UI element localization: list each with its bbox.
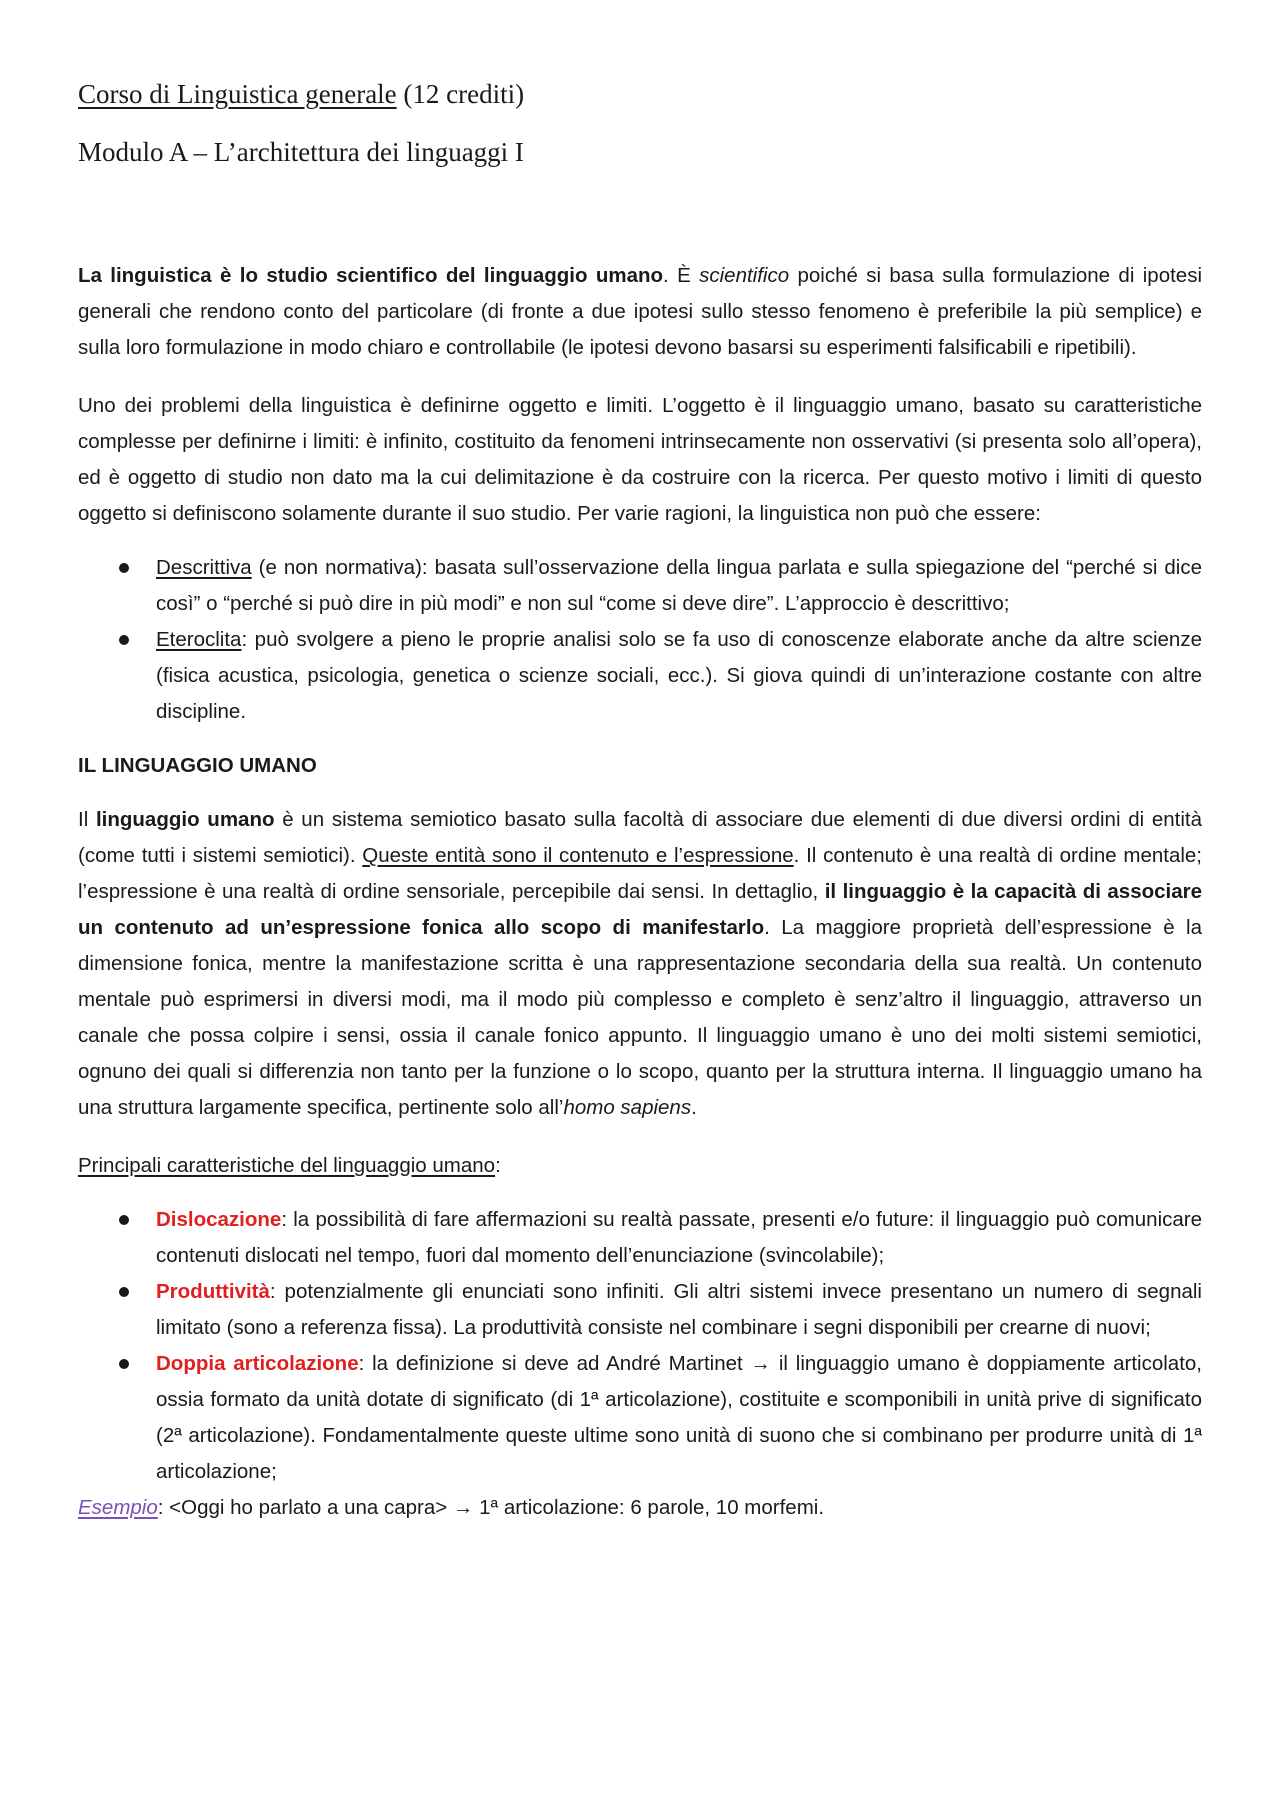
bullet-icon	[119, 1287, 129, 1297]
feature-text: : la possibilità di fare affermazioni su realtà passate, presenti e/o future: il linguaggio può comunicare contenuti dislocati nel tempo, fuori dal momento dell’enunciazione (svincolabile);	[156, 1208, 1202, 1267]
list-item	[78, 1202, 1202, 1274]
example-text-1: : <Oggi ho parlato a una capra>	[157, 1496, 453, 1519]
language-paragraph	[78, 802, 1202, 1126]
lang-text-4: . La maggiore proprietà dell’espressione è la dimensione fonica, mentre la manifestazione scritta è una rappresentazione secondaria della sua realtà. Un contenuto mentale può esprimersi in diversi modi, ma il modo più complesso e completo è senz’altro il linguaggio, attraverso un canale che possa colpire i sensi, ossia il canale fonico appunto. Il linguaggio umano è uno dei molti sistemi semiotici, ognuno dei quali si differenzia non tanto per la funzione o lo scopo, quanto per la struttura interna. Il linguaggio umano ha una struttura largamente specifica, pertinente solo all’	[78, 916, 1203, 1119]
lang-italic: homo sapiens	[563, 1096, 692, 1119]
intro-bold: La linguistica è lo studio scientifico del linguaggio umano	[78, 264, 664, 287]
feature-term: Produttività	[156, 1280, 270, 1303]
features-label-text: Principali caratteristiche del linguaggio umano	[78, 1154, 496, 1177]
bullet-icon	[119, 635, 129, 645]
bullet-icon	[119, 1215, 129, 1225]
lang-text-2: è un sistema semiotico basato sulla facoltà di associare due elementi di due diversi ordini di entità (come tutti i sistemi semiotici).	[78, 808, 1203, 867]
example-text-2: 1ª articolazione: 6 parole, 10 morfemi.	[473, 1496, 825, 1519]
feature-text: : la definizione si deve ad André Martinet	[358, 1352, 751, 1375]
list-item	[78, 1346, 1202, 1490]
feature-text: il linguaggio umano è doppiamente articolato, ossia formato da unità dotate di significato (di 1ª articolazione), costituite e scomponibili in unità prive di significato (2ª articolazione). Fondamentalmente queste ultime sono unità di suono che si combinano per produrre unità di 1ª articolazione;	[156, 1352, 1203, 1483]
features-list	[78, 1202, 1202, 1490]
intro-text-1: . È	[663, 264, 700, 287]
list-term: Descrittiva	[156, 556, 252, 579]
module-title: Modulo A – L’architettura dei linguaggi I	[78, 137, 524, 167]
feature-term: Doppia articolazione	[156, 1352, 359, 1375]
features-label	[78, 1148, 1202, 1184]
list-text: (e non normativa): basata sull’osservazione della lingua parlata e sulla spiegazione del “perché si dice così” o “perché si può dire in più modi” e non sul “come si deve dire”. L’approccio è descrittivo;	[156, 556, 1202, 615]
course-name: Corso di Linguistica generale	[78, 79, 397, 109]
section-heading: IL LINGUAGGIO UMANO	[78, 754, 317, 777]
feature-text: : potenzialmente gli enunciati sono infiniti. Gli altri sistemi invece presentano un numero di segnali limitato (sono a referenza fissa). La produttività consiste nel combinare i segni disponibili per crearne di nuovi;	[156, 1280, 1202, 1339]
course-title	[78, 76, 1202, 112]
lang-bold-1: linguaggio umano	[95, 808, 275, 831]
features-colon: :	[495, 1154, 501, 1177]
lang-text-3: . Il contenuto è una realtà di ordine mentale; l’espressione è una realtà di ordine sensoriale, percepibile dai sensi. In dettaglio,	[78, 844, 1202, 903]
lang-text-5: .	[691, 1096, 697, 1119]
list-term: Eteroclita	[156, 628, 242, 651]
lang-text-1: Il	[78, 808, 96, 831]
document-body	[78, 258, 1202, 1526]
intro-italic: scientifico	[699, 264, 790, 287]
arrow-right-icon: →	[452, 1496, 474, 1519]
problems-paragraph: Uno dei problemi della linguistica è definirne oggetto e limiti. L’oggetto è il linguaggio umano, basato su caratteristiche complesse per definirne i limiti: è infinito, costituito da fenomeni intrinsecamente non osservativi (si presenta solo all’opera), ed è oggetto di studio non dato ma la cui delimitazione è da costruire con la ricerca. Per questo motivo i limiti di questo oggetto si definiscono solamente durante il suo studio. Per varie ragioni, la linguistica non può che essere:	[78, 394, 1202, 525]
arrow-right-icon: →	[750, 1352, 772, 1375]
lang-underline: Queste entità sono il contenuto e l’espressione	[362, 844, 794, 867]
list-item	[78, 1274, 1202, 1346]
bullet-icon	[119, 563, 129, 573]
list-item	[78, 622, 1202, 730]
document-header	[78, 76, 1202, 192]
list-item	[78, 550, 1202, 622]
course-credits: (12 crediti)	[403, 79, 525, 109]
example-label: Esempio	[78, 1496, 158, 1519]
feature-term: Dislocazione	[156, 1208, 282, 1231]
bullet-icon	[119, 1359, 129, 1369]
lang-bold-2: il linguaggio è la capacità di associare un contenuto ad un’espressione fonica allo scopo di manifestarlo	[78, 880, 1202, 939]
intro-text-2: poiché si basa sulla formulazione di ipotesi generali che rendono conto del particolare (di fronte a due ipotesi sullo stesso fenomeno è preferibile la più semplice) e sulla loro formulazione in modo chiaro e controllabile (le ipotesi devono basarsi su esperimenti falsificabili e ripetibili).	[78, 264, 1202, 359]
nature-list	[78, 550, 1202, 730]
intro-paragraph	[78, 258, 1202, 366]
example-line	[78, 1490, 1202, 1526]
list-text: : può svolgere a pieno le proprie analisi solo se fa uso di conoscenze elaborate anche da altre scienze (fisica acustica, psicologia, genetica o scienze sociali, ecc.). Si giova quindi di un’interazione costante con altre discipline.	[156, 628, 1202, 723]
